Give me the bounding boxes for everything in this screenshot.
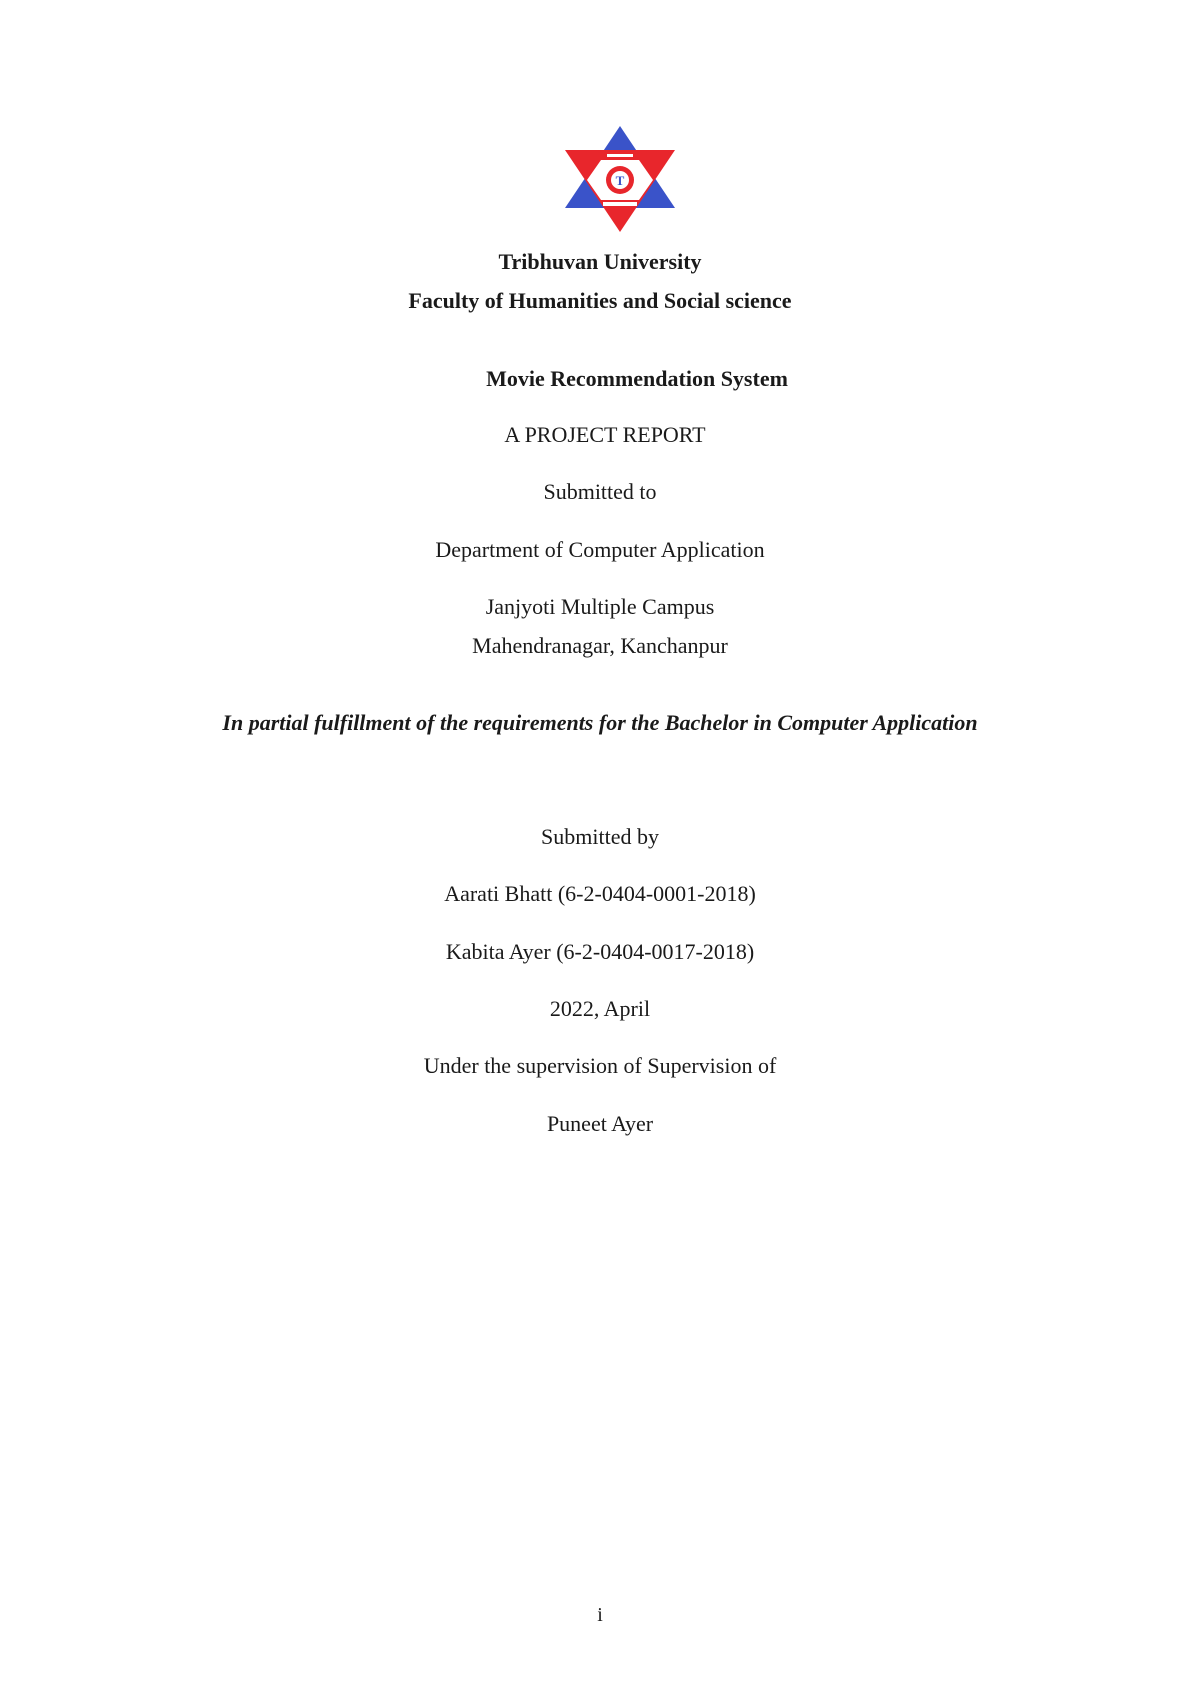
submission-date: 2022, April: [549, 996, 651, 1021]
supervisor-name: Puneet Ayer: [546, 1111, 654, 1136]
author-2: Kabita Ayer (6-2-0404-0017-2018): [445, 939, 755, 964]
page-number: i: [597, 1604, 603, 1626]
supervision-label: Under the supervision of Supervision of: [423, 1053, 777, 1078]
department-name: Department of Computer Application: [435, 537, 765, 562]
project-title: Movie Recommendation System: [486, 366, 788, 391]
fulfillment-statement: In partial fulfillment of the requirements for the Bachelor in Computer Application: [222, 710, 978, 735]
university-name: Tribhuvan University: [498, 249, 702, 274]
report-type: A PROJECT REPORT: [504, 422, 706, 447]
tribhuvan-university-logo-icon: [563, 124, 677, 234]
submitted-by-label: Submitted by: [541, 824, 659, 849]
submitted-to-label: Submitted to: [543, 479, 657, 504]
svg-text:T: T: [615, 173, 625, 188]
faculty-name: Faculty of Humanities and Social science: [408, 288, 792, 313]
author-1: Aarati Bhatt (6-2-0404-0001-2018): [444, 881, 756, 906]
campus-name: Janjyoti Multiple Campus: [485, 594, 715, 619]
campus-location: Mahendranagar, Kanchanpur: [472, 633, 728, 658]
